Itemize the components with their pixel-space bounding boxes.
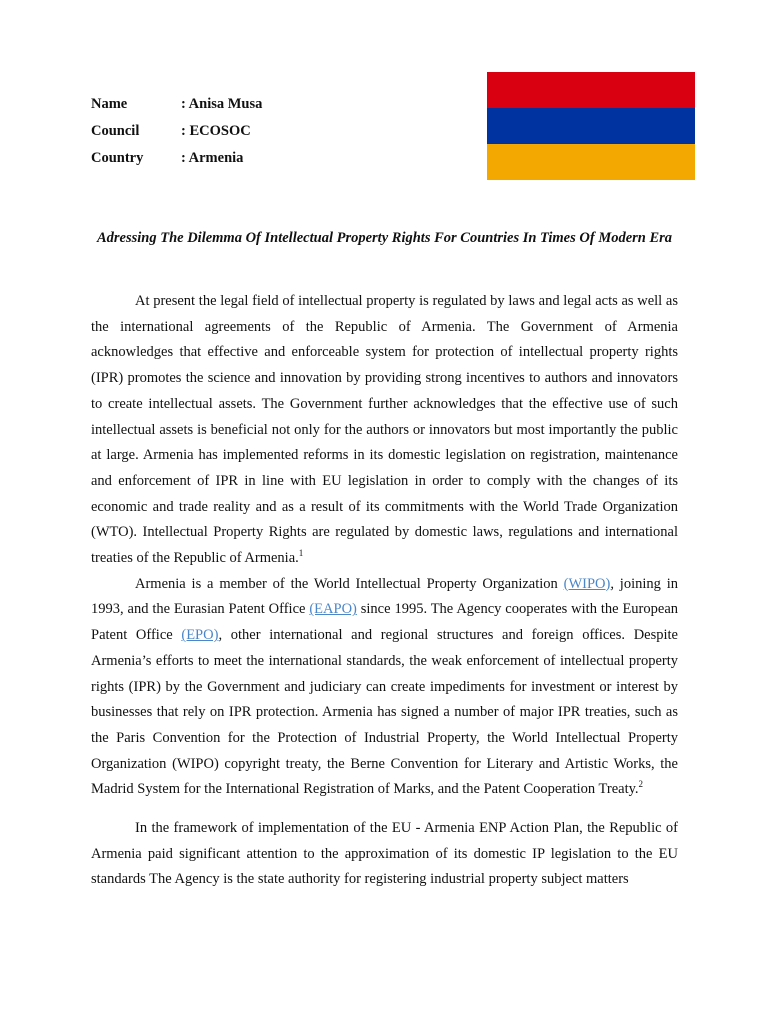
flag-stripe-orange [487, 144, 695, 180]
paragraph-2 [91, 572, 678, 803]
council-label: Council [91, 123, 140, 139]
paragraph-1-text: At present the legal field of intellectual property is regulated by laws and legal acts as well as the international agreements of the Republic of Armenia. The Government of Armenia acknowledges that effective and enforceable system for protection of intellectual property rights (IPR) promotes the science and innovation by providing strong incentives to authors and innovators to create intellectual assets. The Government further acknowledges that the effective use of such intellectual assets is beneficial not only for the authors or innovators but most importantly the public at large. Armenia has implemented reforms in its domestic legislation on registration, maintenance and enforcement of IPR in line with EU legislation in order to comply with the changes of its economic and trade reality and as a result of its commitments with the World Trade Organization (WTO). Intellectual Property Rights are regulated by domestic laws, regulations and international treaties of the Republic of Armenia. [91, 293, 678, 567]
footnote-ref-2[interactable]: 2 [638, 779, 644, 790]
paragraph-2-seg-4: , other international and regional structures and foreign offices. Despite Armenia’s efforts to meet the international standards, the weak enforcement of intellectual property rights (IPR) by the Government and judiciary can create impediments for investment or interest by businesses that rely on IPR protection. Armenia has signed a number of major IPR treaties, such as the Paris Convention for the Protection of Industrial Property, the World Intellectual Property Organization (WIPO) copyright treaty, the Berne Convention for Literary and Artistic Works, the Madrid System for the International Registration of Marks, and the Patent Cooperation Treaty. [91, 627, 678, 798]
paragraph-2-seg-2: , joining in 1993, and the Eurasian Patent Office [91, 575, 678, 618]
council-value: : ECOSOC [181, 123, 251, 139]
name-label: Name [91, 96, 128, 112]
flag-stripe-red [487, 72, 695, 108]
armenia-flag [487, 72, 695, 180]
country-row [91, 145, 262, 172]
paragraph-3-text: In the framework of implementation of the EU - Armenia ENP Action Plan, the Republic of Armenia paid significant attention to the approximation of its domestic IP legislation to the EU standards The Agency is the state authority for registering industrial property subject matters [91, 820, 678, 888]
footnote-ref-1[interactable]: 1 [298, 548, 304, 559]
paragraph-1 [91, 289, 678, 572]
epo-link[interactable]: (EPO) [181, 627, 219, 644]
country-value: : Armenia [181, 150, 244, 166]
document-body [91, 289, 678, 893]
flag-stripe-blue [487, 108, 695, 144]
name-row [91, 91, 262, 118]
name-value: : Anisa Musa [181, 96, 263, 112]
council-row [91, 118, 262, 145]
paragraph-3 [91, 816, 678, 893]
delegate-info [91, 91, 262, 172]
wipo-link[interactable]: (WIPO) [563, 575, 611, 592]
country-label: Country [91, 150, 144, 166]
paragraph-2-seg-1: Armenia is a member of the World Intellectual Property Organization [135, 575, 564, 592]
document-title: Adressing The Dilemma Of Intellectual Property Rights For Countries In Times Of Modern Era [96, 230, 673, 246]
eapo-link[interactable]: (EAPO) [309, 601, 357, 618]
paragraph-2-seg-3: since 1995. The Agency cooperates with the European Patent Office [91, 601, 678, 644]
